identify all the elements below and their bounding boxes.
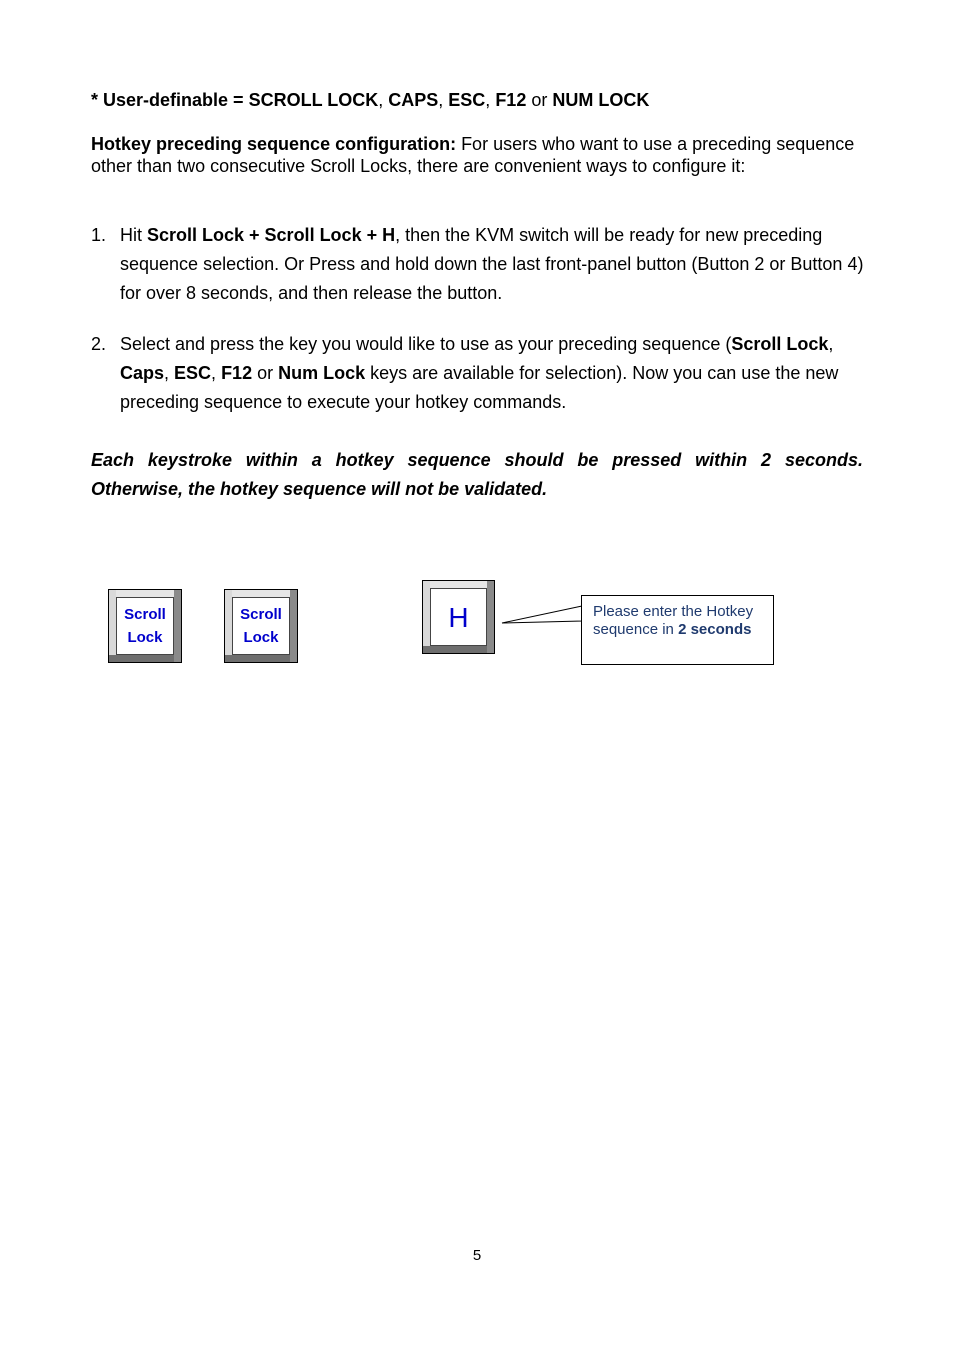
key-label: H — [448, 601, 469, 633]
user-definable-line — [91, 90, 649, 111]
list-item-1 — [91, 221, 866, 311]
hotkey-figure — [100, 575, 800, 675]
note-line-2: Otherwise, the hotkey sequence will not be validated. — [91, 479, 548, 499]
key-num-lock: Num Lock — [278, 363, 366, 383]
list-item-2 — [91, 330, 866, 420]
separator: , — [485, 90, 496, 110]
key-num-lock: NUM LOCK — [552, 90, 650, 110]
separator: , — [438, 90, 449, 110]
key-label: Scroll — [124, 606, 166, 623]
key-f12: F12 — [495, 90, 527, 110]
key-label: Lock — [127, 629, 163, 646]
or-text: or — [252, 363, 279, 383]
key-label: Scroll — [240, 606, 282, 623]
separator: , — [164, 363, 175, 383]
callout-text: Please enter the Hotkey sequence in — [593, 603, 754, 638]
step-pre: Select and press the key you would like to use as your preceding sequence ( — [120, 334, 732, 354]
config-paragraph — [91, 133, 866, 177]
key-scroll-lock: Scroll Lock — [731, 334, 829, 354]
callout-bold-text: 2 seconds — [678, 621, 752, 638]
step-post: keys are available for selection). Now you can use the new preceding sequence to execute your hotkey commands. — [120, 363, 839, 412]
list-number: 1. — [91, 225, 107, 245]
separator: , — [828, 334, 834, 354]
config-heading: Hotkey preceding sequence configuration: — [91, 134, 457, 154]
list-number: 2. — [91, 334, 107, 354]
step-pre: Hit — [120, 225, 147, 245]
key-label: Lock — [243, 629, 279, 646]
key-scroll-lock: SCROLL LOCK — [248, 90, 379, 110]
key-esc: ESC — [448, 90, 486, 110]
key-esc: ESC — [174, 363, 212, 383]
page-number: 5 — [472, 1247, 482, 1264]
step-post: , then the KVM switch will be ready for new preceding sequence selection. Or Press and hold down the last front-panel button (Button 2 or Button 4) for over 8 seconds, and then release the button. — [120, 225, 864, 303]
separator: , — [211, 363, 222, 383]
separator: , — [378, 90, 389, 110]
config-body: For users who want to use a preceding sequence other than two consecutive Scroll Locks, there are convenient ways to configure it: — [91, 134, 855, 176]
user-definable-prefix: * User-definable = — [91, 90, 249, 110]
list-text — [120, 330, 866, 417]
key-caps: CAPS — [388, 90, 439, 110]
step-hotkey: Scroll Lock + Scroll Lock + H — [147, 225, 396, 245]
note-line-1: Each keystroke within a hotkey sequence should be pressed within 2 seconds. — [91, 450, 863, 470]
list-text — [120, 221, 866, 308]
callout-box — [581, 595, 774, 665]
key-f12: F12 — [221, 363, 253, 383]
timing-note — [91, 446, 863, 504]
or-text: or — [526, 90, 553, 110]
key-caps: Caps — [120, 363, 165, 383]
